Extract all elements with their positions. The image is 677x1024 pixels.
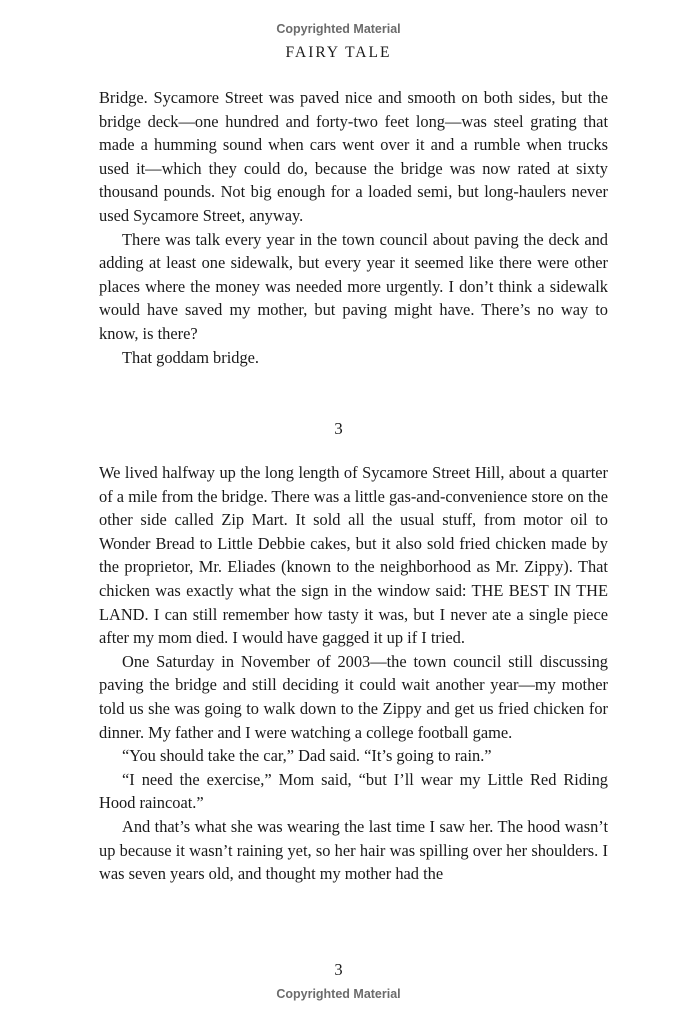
chapter-number: 3 xyxy=(334,419,343,438)
paragraph: There was talk every year in the town council about paving the deck and adding at least one sidewalk, but every year it seemed like there were other places where the money was needed more urgently. I don’t think a sidewalk would have saved my mother, but paving might have. There’s no way to know, is there? xyxy=(99,229,608,343)
copyright-watermark-top: Copyrighted Material xyxy=(276,22,401,36)
paragraph: We lived halfway up the long length of Sycamore Street Hill, about a quarter of a mile from the bridge. There was a little gas-and-convenience store on the other side called Zip Mart. It sold all the usual stuff, from motor oil to Wonder Bread to Little Debbie cakes, but it also sold fried chicken made by the proprietor, Mr. Eliades (known to the neighborhood as Mr. Zippy). That chicken was exactly what the sign in the window said: THE BEST IN THE LAND. I can still remember how tasty it was, but I never ate a single piece after my mom died. I would have gagged it up if I tried. xyxy=(99,463,608,648)
paragraph: Bridge. Sycamore Street was paved nice and smooth on both sides, but the bridge deck—one hundred and forty-two feet long—was steel grating that made a humming sound when cars went over it and a rumble when trucks used it—which they could do, because the bridge was now rated at sixty thousand pounds. Not big enough for a loaded semi, but long-haulers never used Sycamore Street, anyway. xyxy=(99,88,608,225)
running-head: FAIRY TALE xyxy=(285,44,392,61)
paragraph: That goddam bridge. xyxy=(122,347,260,367)
copyright-watermark-bottom: Copyrighted Material xyxy=(276,987,401,1001)
paragraph: And that’s what she was wearing the last time I saw her. The hood wasn’t up because it wasn’t raining yet, so her hair was spilling over her shoulders. I was seven years old, and thought my mother had the xyxy=(99,816,608,884)
paragraph: One Saturday in November of 2003—the town council still discussing paving the bridge and still deciding it could wait another year—my mother told us she was going to walk down to the Zippy and get us fried chicken for dinner. My father and I were watching a college football game. xyxy=(99,651,608,742)
page-number: 3 xyxy=(334,960,343,979)
text-block-1 xyxy=(99,86,608,369)
paragraph: “You should take the car,” Dad said. “It’s going to rain.” xyxy=(122,746,492,766)
paragraph: “I need the exercise,” Mom said, “but I’ll wear my Little Red Riding Hood raincoat.” xyxy=(99,769,608,813)
text-block-2 xyxy=(99,461,608,886)
